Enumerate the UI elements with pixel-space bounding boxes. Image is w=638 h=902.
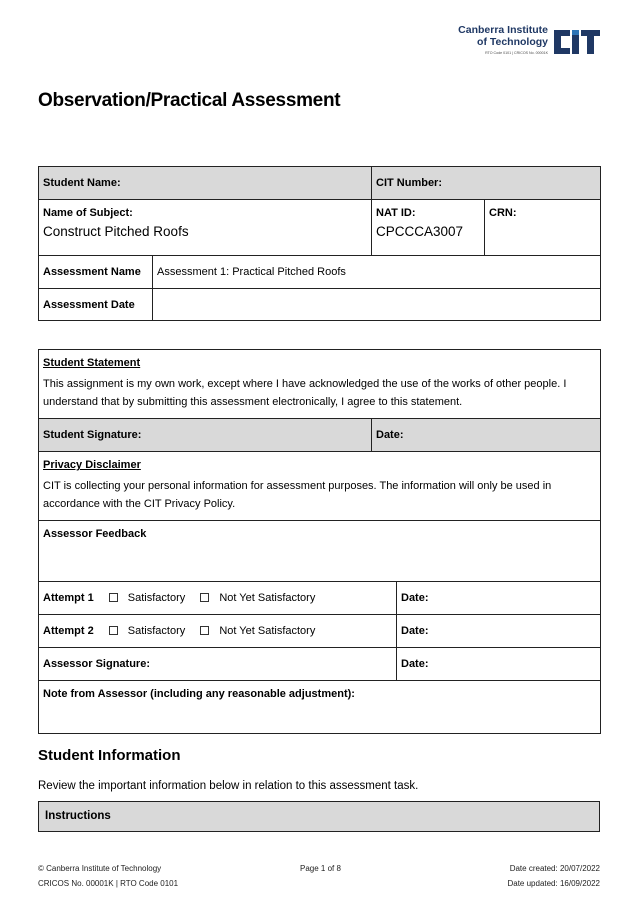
attempt-1-label: Attempt 1 (43, 592, 94, 604)
nat-id-value: CPCCCA3007 (376, 224, 464, 239)
assessment-record-table (38, 349, 601, 734)
subject-value: Construct Pitched Roofs (43, 224, 189, 239)
attempt-1-date-field[interactable]: Date: (397, 582, 601, 615)
assessor-signature-field[interactable]: Assessor Signature: (39, 648, 397, 681)
privacy-disclaimer-cell (39, 452, 601, 521)
cit-logo-mark-icon (552, 26, 602, 58)
cit-logo (448, 22, 602, 62)
footer-date-updated: Date updated: 16/09/2022 (507, 879, 600, 888)
attempt-2-label: Attempt 2 (43, 625, 94, 637)
attempt-2-row: Attempt 2 Satisfactory Not Yet Satisfactory (39, 615, 397, 648)
cit-number-cell[interactable]: CIT Number: (372, 167, 601, 200)
attempt-1-row: Attempt 1 Satisfactory Not Yet Satisfactory (39, 582, 397, 615)
assessor-date-field[interactable]: Date: (397, 648, 601, 681)
assessment-name-label: Assessment Name (39, 256, 153, 289)
student-statement-heading: Student Statement (43, 357, 141, 369)
assessment-date-field[interactable] (153, 289, 601, 321)
privacy-disclaimer-heading: Privacy Disclaimer (43, 459, 141, 471)
student-statement-cell (39, 350, 601, 419)
footer-cricos: CRICOS No. 00001K | RTO Code 0101 (38, 879, 179, 888)
footer-page-number: Page 1 of 8 (300, 864, 341, 873)
attempt-2-satisfactory-checkbox[interactable] (109, 626, 118, 635)
footer-copyright: © Canberra Institute of Technology (38, 864, 162, 873)
instructions-header: Instructions (38, 801, 600, 832)
assessment-name-value: Assessment 1: Practical Pitched Roofs (153, 256, 601, 289)
attempt-1-not-yet-checkbox[interactable] (200, 593, 209, 602)
student-name-cell[interactable]: Student Name: (39, 167, 372, 200)
nat-id-cell: NAT ID: CPCCCA3007 (372, 200, 485, 256)
privacy-disclaimer-text: CIT is collecting your personal information for assessment purposes. The information will only be used in accordance with the CIT Privacy Policy. (43, 480, 552, 510)
assessor-note-field[interactable]: Note from Assessor (including any reasonable adjustment): (39, 681, 601, 734)
page-title: Observation/Practical Assessment (38, 90, 341, 111)
student-statement-text: This assignment is my own work, except where I have acknowledged the use of the works of other people. I understand that by submitting this assessment electronically, I agree to this statement. (43, 378, 567, 408)
student-date-field[interactable]: Date: (372, 419, 601, 452)
student-details-table (38, 166, 601, 321)
student-signature-field[interactable]: Student Signature: (39, 419, 372, 452)
logo-text: Canberra Institute of Technology (458, 24, 548, 48)
crn-cell[interactable]: CRN: (485, 200, 601, 256)
attempt-2-not-yet-checkbox[interactable] (200, 626, 209, 635)
assessment-date-label: Assessment Date (39, 289, 153, 321)
assessor-feedback-field[interactable]: Assessor Feedback (39, 521, 601, 582)
logo-small-print: RTO Code 0101 | CRICOS No. 00001K (485, 51, 548, 55)
attempt-1-satisfactory-checkbox[interactable] (109, 593, 118, 602)
subject-cell: Name of Subject: Construct Pitched Roofs (39, 200, 372, 256)
attempt-2-date-field[interactable]: Date: (397, 615, 601, 648)
footer-date-created: Date created: 20/07/2022 (509, 864, 600, 873)
student-information-text: Review the important information below in relation to this assessment task. (38, 780, 419, 792)
student-information-heading: Student Information (38, 747, 181, 764)
